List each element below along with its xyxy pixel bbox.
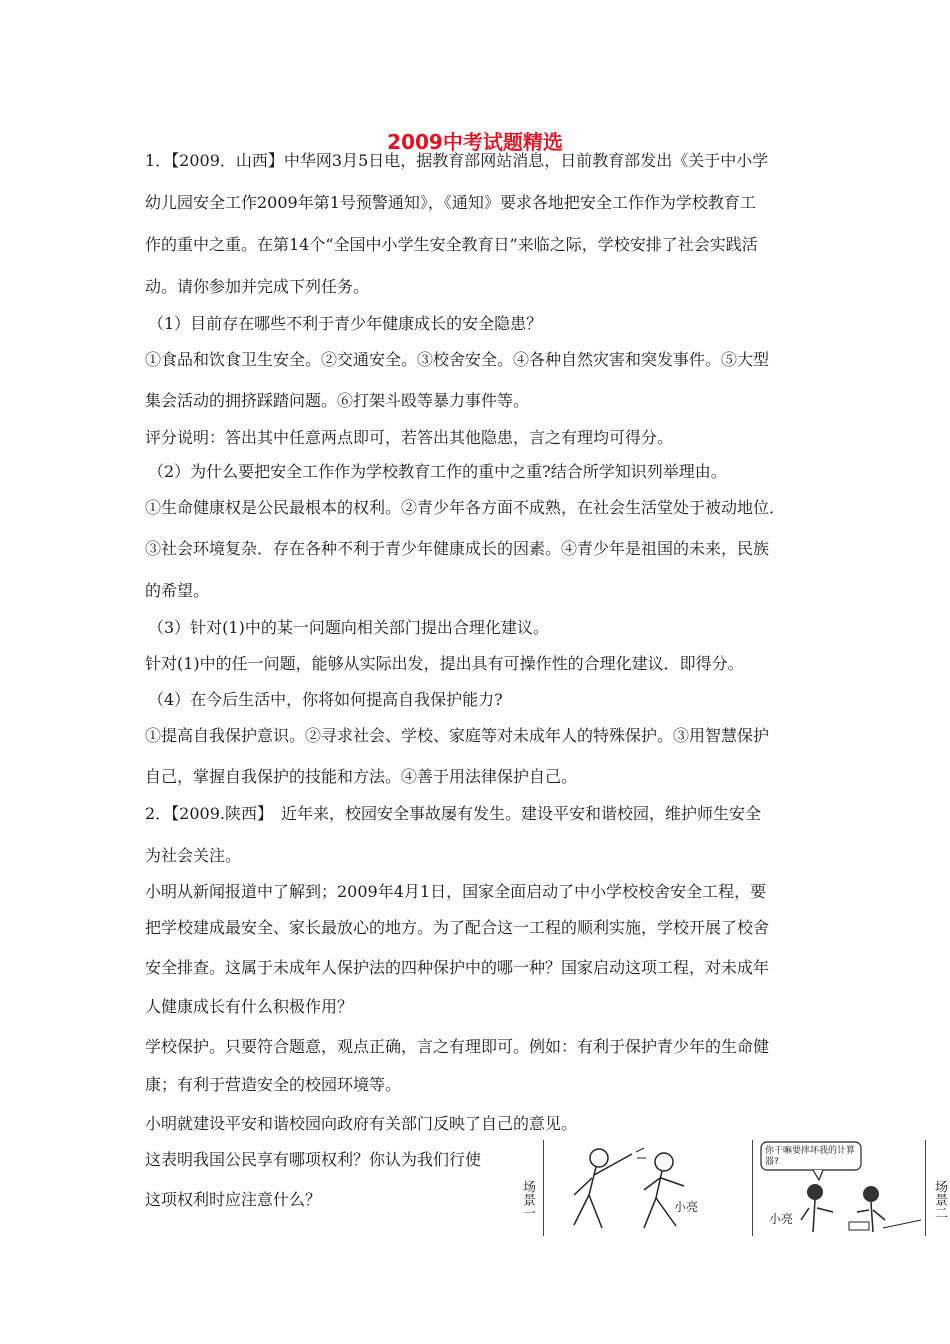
text-line: 这表明我国公民享有哪项权利？你认为我们行使 [145,1150,482,1169]
cartoon-scene-two [752,1140,926,1236]
text-line: （4）在今后生活中，你将如何提高自我保护能力? [148,690,503,709]
text-line: ①生命健康权是公民最根本的权利。②青少年各方面不成熟，在社会生活堂处于被动地位． [145,498,786,517]
text-line: ①食品和饮食卫生安全。②交通安全。③校舍安全。④各种自然灾害和突发事件。⑤大型 [145,350,770,369]
scene-two-name: 小亮 [769,1212,794,1226]
scene-one-name: 小亮 [674,1200,699,1214]
text-line: 这项权利时应注意什么？ [145,1190,322,1209]
text-line: 小明就建设平安和谐校园向政府有关部门反映了自己的意见。 [145,1114,578,1133]
text-line: 2．【2009.陕西】 近年来，校园安全事故屡有发生。建设平安和谐校园，维护师生安全 [145,804,761,823]
text-line: 安全排查。这属于未成年人保护法的四种保护中的哪一种？国家启动这项工程，对未成年 [145,958,770,977]
scene-two-label: 场景二 [932,1180,947,1219]
page-title: 2009中考试题精选 [387,130,563,154]
text-line: 把学校建成最安全、家长最放心的地方。为了配合这一工程的顺利实施，学校开展了校舍 [145,918,770,937]
cartoon-scene-one [543,1140,739,1236]
text-line: 的希望。 [145,581,210,600]
text-line: （1）目前存在哪些不利于青少年健康成长的安全隐患？ [148,314,543,333]
text-line: 1．【2009．山西】中华网3月5日电，据教育部网站消息，日前教育部发出《关于中小学 [145,151,769,170]
text-line: 动。请你参加并完成下列任务。 [145,277,370,296]
text-line: ③社会环境复杂．存在各种不利于青少年健康成长的因素。④青少年是祖国的未来，民族 [145,539,770,558]
fight-illustration [544,1140,739,1236]
text-line: 人健康成长有什么积极作用？ [145,997,354,1016]
scene-two-bubble: 你干嘛要摔坏我的计算器? [765,1146,856,1167]
text-line: 自己，掌握自我保护的技能和方法。④善于用法律保护自己。 [145,767,578,786]
scene-one-label: 场景一 [520,1180,535,1219]
text-line: 针对(1)中的任一问题，能够从实际出发，提出具有可操作性的合理化建议．即得分。 [145,654,744,673]
text-line: （3）针对(1)中的某一问题向相关部门提出合理化建议。 [148,618,549,637]
text-line: （2）为什么要把安全工作作为学校教育工作的重中之重?结合所学知识列举理由。 [148,462,727,481]
text-line: ①提高自我保护意识。②寻求社会、学校、家庭等对未成年人的特殊保护。③用智慧保护 [145,726,770,745]
text-line: 为社会关注。 [145,846,242,865]
text-line: 康；有利于营造安全的校园环境等。 [145,1075,402,1094]
text-line: 学校保护。只要符合题意，观点正确，言之有理即可。例如：有利于保护青少年的生命健 [145,1037,770,1056]
text-line: 小明从新闻报道中了解到；2009年4月1日，国家全面启动了中小学校校舍安全工程，要 [145,882,767,901]
text-line: 作的重中之重。在第14个“全国中小学生安全教育日”来临之际，学校安排了社会实践活 [145,235,758,254]
text-line: 评分说明：答出其中任意两点即可，若答出其他隐患，言之有理均可得分。 [145,428,674,447]
text-line: 集会活动的拥挤踩踏问题。⑥打架斗殴等暴力事件等。 [145,391,530,410]
text-line: 幼儿园安全工作2009年第1号预警通知》，《通知》要求各地把安全工作作为学校教育工 [145,193,756,212]
